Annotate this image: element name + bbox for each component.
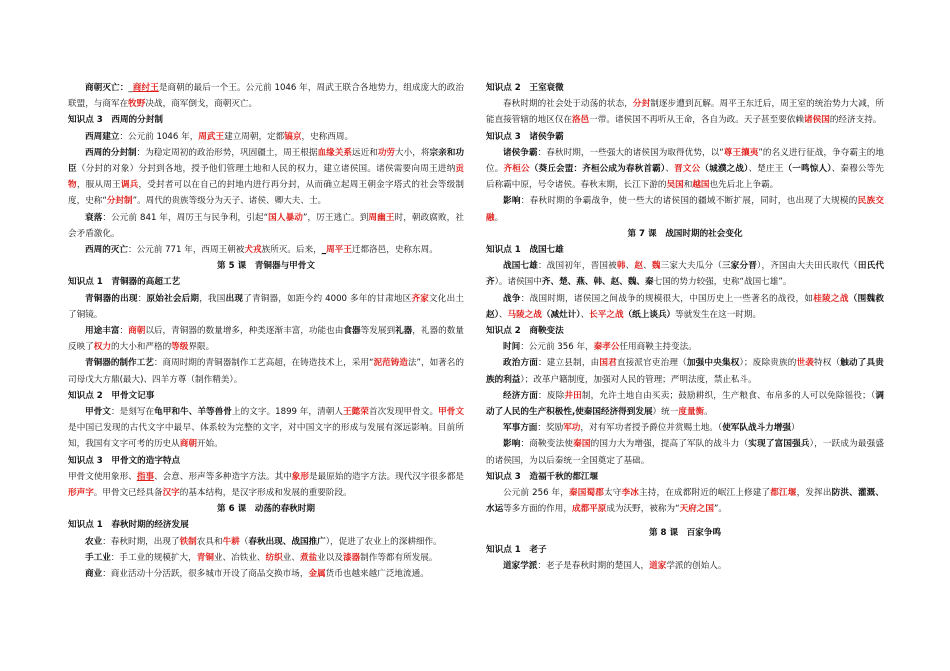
lesson-title: 第 8 课 百家争鸣: [648, 528, 722, 539]
kp-title: 知识点 2 王室衰微: [486, 83, 564, 93]
para-enfeoffment: 西周的分封制：为稳定周初的政治形势，巩固疆土，周王根据血缘关系远近和功劳大小，将宗亲和功臣（分封的对象）分封到各地，授予他们管理土地和人民的权力，建立诸侯国。诸侯需要向周王进纳贡物，服从周王调兵，受封者可以在自己的封地内进行再分封，从而确立起周王朝金字塔式的社会等级制度，史称“分封制”。周代的贵族等级分为天子、诸侯、卿大夫、士。: [68, 147, 464, 207]
para-dujiangyan: 公元前 256 年，秦国蜀郡太守李冰主持，在成都附近的岷江上修建了都江堰，发挥出防洪、灌溉、水运等多方面的作用，成都平原成为沃野，被称为“天府之国”。: [486, 488, 884, 515]
para-agriculture: 农业：春秋时期，出现了铁制农具和牛耕（春秋出现、战国推广），促进了农业上的深耕细作。: [85, 536, 442, 547]
kp-title: 知识点 1 春秋时期的经济发展: [68, 520, 189, 531]
kp-title: 知识点 1 老子: [486, 544, 547, 555]
lesson-title: 第 7 课 战国时期的社会变化: [627, 228, 743, 239]
lesson-title: 第 5 课 青铜器与甲骨文: [217, 261, 315, 272]
kp-title: 知识点 3 西周的分封制: [68, 115, 163, 126]
kp-title: 知识点 3 甲骨文的造字特点: [68, 455, 181, 466]
para-decline: 衰落：公元前 841 年，周厉王与民争利，引起“国人暴动”，厉王逃亡。到周幽王时，朝政腐败，社会矛盾激化。: [68, 212, 464, 239]
para-reform-military: 军事方面：奖励军功，对有军功者授予爵位并赏赐土地。（使军队战斗力增强）: [503, 423, 800, 434]
kp-title: 知识点 3 造福千秋的都江堰: [486, 471, 599, 482]
para-character-formation: 甲骨文使用象形、指事、会意、形声等多种造字方法。其中象形是最原始的造字方法。现代汉字很多都是形声字。甲骨文已经具备汉字的基本结构，是汉字形成和发展的重要阶段。: [68, 471, 464, 499]
para-reform-time: 时间：公元前 356 年，秦孝公任用商鞅主持变法。: [503, 342, 697, 353]
kp-title: 知识点 1 战国七雄: [486, 245, 564, 256]
para-western-zhou-founding: 西周建立：公元前 1046 年，周武王建立周朝，定都镐京，史称西周。: [85, 131, 354, 142]
kp-title: 知识点 2 商鞅变法: [486, 326, 564, 337]
para-laozi: 道家学派：老子是春秋时期的楚国人，道家学派的创始人。: [503, 560, 727, 571]
para-commerce: 商业：商业活动十分活跃，很多城市开设了商品交换市场，金属货币也越来越广泛地流通。: [85, 569, 429, 580]
left-column: [68, 80, 464, 582]
para-warfare: 战争：战国时期，诸侯国之间战争的规模很大，中国历史上一些著名的战役，如桂陵之战（围魏救赵）、马陵之战（减灶计）、长平之战（纸上谈兵）等就发生在这一时期。: [486, 293, 884, 320]
para-royal-decline: 春秋时期的社会处于动荡的状态，分封制逐步遭到瓦解。周平王东迁后，周王室的统治势力大减，所能直接管辖的地区仅在洛邑一带。诸侯国不再听从王命，各自为政。天子甚至要依赖诸侯国的经济支持。: [486, 99, 884, 126]
para-seven-states: 战国七雄：战国初年，晋国被韩、赵、魏三家大夫瓜分（三家分晋），齐国由大夫田氏取代（田氏代齐）。诸侯国中齐、楚、燕、韩、赵、魏、秦七国的势力较强，史称“战国七雄”。: [486, 261, 884, 288]
para-handicraft: 手工业：手工业的规模扩大，青铜业、冶铁业、纺织业、煮盐业以及漆器制作等都有所发展。: [85, 552, 438, 563]
para-bronze-uses: 用途丰富：商朝以后，青铜器的数量增多，种类逐渐丰富，功能也由食器等发展到礼器，礼器的数量反映了权力的大小和严格的等级界限。: [68, 326, 464, 353]
para-reform-politics: 政治方面：建立县制，由国君直接派官吏治理（加强中央集权）；废除贵族的世袭特权（触动了具贵族的利益）；改革户籍制度，加强对人民的管理；严明法度，禁止私斗。: [486, 358, 884, 385]
para-hegemony: 诸侯争霸：春秋时期，一些强大的诸侯国为取得优势，以“尊王攘夷”的名义进行征战，争夺霸主的地位。齐桓公（葵丘会盟：齐桓公成为春秋首霸）、晋文公（城濮之战）、楚庄王（一鸣惊人）、秦穆公等先后称霸中原，号令诸侯。春秋末期，长江下游的吴国和越国也先后北上争霸。: [486, 147, 884, 191]
para-reform-economy: 经济方面：废除井田制，允许土地自由买卖；鼓励耕织，生产粮食、布帛多的人可以免除徭役；（调动了人民的生产积极性,使秦国经济得到发展）统一度量衡。: [486, 390, 884, 418]
para-western-zhou-fall: 西周的灭亡：公元前 771 年，西周王朝被犬戎族所灭。后来，_周平王迁都洛邑，史称东周。: [85, 245, 438, 256]
para-oracle-bone: 甲骨文：是刻写在龟甲和牛、羊等兽骨上的文字。1899 年，清朝人王懿荣首次发现甲骨文。甲骨文是中国已发现的古代文字中最早、体系较为完整的文字，对中国文字的形成与发展有深远影响。目前所知，我国有文字可考的历史从商朝开始。: [68, 407, 464, 450]
para-reform-impact: 影响：商鞅变法使秦国的国力大为增强，提高了军队的战斗力（实现了富国强兵），一跃成为最强盛的诸侯国，为以后秦统一全国奠定了基础。: [486, 439, 884, 466]
para-hegemony-impact: 影响：春秋时期的争霸战争，使一些大的诸侯国的疆域不断扩展，同时，也出现了大规模的民族交融。: [486, 196, 884, 223]
para-shang-fall: 商朝灭亡：_商纣王是商朝的最后一个王。公元前 1046 年，周武王联合各地势力，组成庞大的政治联盟，与商军在牧野决战，商军倒戈，商朝灭亡。: [68, 83, 464, 110]
right-column: [486, 80, 884, 574]
lesson-title: 第 6 课 动荡的春秋时期: [217, 504, 315, 515]
para-bronze-craft: 青铜器的制作工艺：商周时期的青铜器制作工艺高超，在铸造技术上，采用“泥范铸造法”，如著名的司母戊大方鼎(最大)、四羊方尊（制作精美）。: [68, 358, 464, 385]
kp-title: 知识点 1 青铜器的高超工艺: [68, 277, 181, 288]
kp-title: 知识点 3 诸侯争霸: [486, 131, 564, 142]
para-bronze-origin: 青铜器的出现：原始社会后期，我国出现了青铜器，如距今约 4000 多年的甘肃地区齐家文化出土了铜镜。: [68, 293, 464, 320]
kp-title: 知识点 2 甲骨文记事: [68, 390, 155, 401]
